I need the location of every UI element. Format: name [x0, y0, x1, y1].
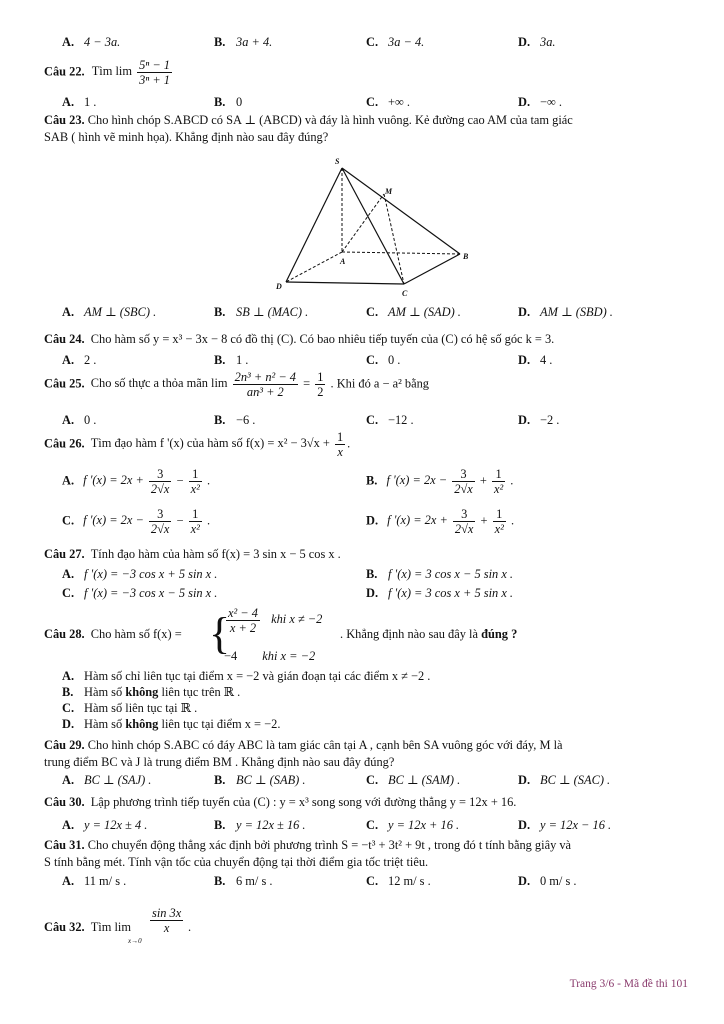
- q22-d-letter: D.: [518, 95, 531, 109]
- q27-text: Tính đạo hàm của hàm số f(x) = 3 sin x − 5 cos x .: [90, 547, 341, 561]
- q23-line2: SAB ( hình vẽ minh họa). Khẳng định nào sau đây đúng?: [44, 130, 329, 144]
- q21-a-text: 4 − 3a.: [84, 35, 121, 49]
- q23-c-text: AM ⊥ (SAD) .: [388, 305, 461, 319]
- q25-den: an³ + 2: [246, 385, 284, 399]
- q28-stem: [44, 606, 690, 666]
- q24-b-letter: B.: [214, 353, 226, 367]
- q24-label: Câu 24.: [44, 332, 85, 346]
- q28-b-post: liên tục trên ℝ .: [161, 685, 241, 699]
- q24-b-text: 1 .: [236, 353, 249, 367]
- q21-c-letter: C.: [366, 35, 379, 49]
- q26-d-d2: x²: [494, 522, 504, 536]
- q23-a-letter: A.: [62, 305, 75, 319]
- q29-d-letter: D.: [518, 773, 531, 787]
- q26-a-d2: x²: [190, 482, 200, 496]
- q28-c1-num: x² − 4: [228, 606, 258, 620]
- q29-label: Câu 29.: [44, 738, 85, 752]
- q29-stem: [44, 737, 690, 771]
- q23-d-text: AM ⊥ (SBD) .: [540, 305, 613, 319]
- q32-stem: [44, 906, 690, 946]
- q30-b-letter: B.: [214, 818, 226, 832]
- q26-c-d2: x²: [190, 522, 200, 536]
- q29-line2: trung điểm BC và J là trung điểm BM . Khẳng định nào sau đây đúng?: [44, 755, 395, 769]
- q22-d-text: −∞ .: [540, 95, 563, 109]
- q32-sub: x→0: [128, 937, 142, 945]
- vertex-c: C: [402, 289, 408, 298]
- q25-eq: =: [303, 376, 311, 391]
- page-footer: Trang 3/6 - Mã đề thi 101: [569, 978, 688, 990]
- q26-c-n1: 3: [149, 507, 172, 522]
- q26-tail-num: 1: [336, 430, 344, 444]
- q26-d-n2: 1: [493, 507, 506, 522]
- q25-b-letter: B.: [214, 413, 226, 427]
- q25-post: . Khi đó a − a² bằng: [330, 376, 429, 391]
- q27-c-text: f '(x) = −3 cos x − 5 sin x .: [84, 586, 218, 600]
- q27-a-text: f '(x) = −3 cos x + 5 sin x .: [84, 567, 218, 581]
- q27-d-text: f '(x) = 3 cos x + 5 sin x .: [388, 586, 514, 600]
- q28-c-text: Hàm số liên tục tại ℝ .: [84, 701, 198, 715]
- q31-line2: S tính bằng mét. Tính vận tốc của chuyển động tại thời điểm gia tốc triệt tiêu.: [44, 855, 429, 869]
- q28-post: . Khẳng định nào sau đây là: [340, 627, 478, 641]
- q22-b-text: 0: [236, 95, 243, 109]
- q31-a-text: 11 m/ s .: [84, 874, 127, 888]
- q32-end: .: [188, 920, 192, 934]
- q26-d-mid: +: [480, 513, 488, 528]
- q29-c-text: BC ⊥ (SAM) .: [388, 773, 461, 787]
- q28-case1: [224, 606, 322, 635]
- q28-b-pre: Hàm số: [84, 685, 123, 699]
- q21-c-text: 3a − 4.: [388, 35, 425, 49]
- q31-d-text: 0 m/ s .: [540, 874, 577, 888]
- q22-fraction: [137, 58, 172, 87]
- q26-a-n1: 3: [149, 467, 172, 482]
- q30-text: Lập phương trình tiếp tuyến của (C) : y = x³ song song với đường thẳng y = 12x + 16.: [90, 795, 517, 809]
- vertex-s: S: [335, 157, 340, 166]
- vertex-b: B: [463, 252, 469, 261]
- q25-stem: [44, 370, 690, 399]
- q27-d-letter: D.: [366, 586, 379, 600]
- q24-a-text: 2 .: [84, 353, 97, 367]
- q32-text: Tìm lim: [90, 920, 132, 934]
- q24-d-text: 4 .: [540, 353, 553, 367]
- q28-case2: [224, 648, 315, 665]
- q23-d-letter: D.: [518, 305, 531, 319]
- q30-d-text: y = 12x − 16 .: [540, 818, 612, 832]
- q22-c-text: +∞ .: [388, 95, 411, 109]
- q24-a-letter: A.: [62, 353, 75, 367]
- q30-a-letter: A.: [62, 818, 75, 832]
- q28-d-text: [84, 716, 280, 733]
- q29-d-text: BC ⊥ (SAC) .: [540, 773, 611, 787]
- piecewise-brace: {: [209, 609, 231, 658]
- q23-line1: Cho hình chóp S.ABCD có SA ⊥ (ABCD) và đáy là hình vuông. Kẻ đường cao AM của tam giác: [87, 113, 573, 127]
- q26-option-d: [366, 507, 514, 536]
- q26-label: Câu 26.: [44, 436, 85, 451]
- vertex-a: A: [340, 257, 346, 266]
- q28-a-letter: A.: [62, 669, 75, 683]
- q30-stem: [44, 794, 690, 811]
- q30-c-letter: C.: [366, 818, 379, 832]
- q26-stem: Câu 26. Tìm đạo hàm f '(x) của hàm số f(x) = x² − 3√x + $\frac{1}{x}$ .: [44, 430, 351, 459]
- q28-b-bold: không: [125, 685, 159, 699]
- q28-d-bold: không: [125, 717, 159, 731]
- q26-b-d2: x²: [493, 482, 504, 496]
- q26-d-d1: 2√x: [454, 522, 474, 536]
- q28-d-post: liên tục tại điểm x = −2.: [161, 717, 281, 731]
- vertex-d: D: [276, 282, 282, 291]
- q29-b-letter: B.: [214, 773, 226, 787]
- q23-b-text: SB ⊥ (MAC) .: [236, 305, 309, 319]
- q26-a-pre: f '(x) = 2x +: [83, 473, 144, 488]
- vertex-m: M: [385, 187, 393, 196]
- q26-c-d1: 2√x: [150, 522, 170, 536]
- q26-c-n2: 1: [189, 507, 202, 522]
- q24-stem: [44, 331, 690, 348]
- q23-c-letter: C.: [366, 305, 379, 319]
- q31-a-letter: A.: [62, 874, 75, 888]
- q31-b-text: 6 m/ s .: [236, 874, 273, 888]
- q22-label: Câu 22.: [44, 64, 85, 79]
- q28-post-bold: đúng ?: [481, 627, 518, 641]
- q31-c-text: 12 m/ s .: [388, 874, 431, 888]
- q27-b-text: f '(x) = 3 cos x − 5 sin x .: [388, 567, 514, 581]
- q26-b-mid: +: [479, 473, 487, 488]
- q26-d-letter: D.: [366, 513, 379, 528]
- q25-fraction: [233, 370, 298, 399]
- q30-c-text: y = 12x + 16 .: [388, 818, 460, 832]
- q26-a-end: .: [206, 473, 211, 488]
- q26-c-pre: f '(x) = 2x −: [83, 513, 144, 528]
- q31-label: Câu 31.: [44, 838, 85, 852]
- q25-a-text: 0 .: [84, 413, 97, 427]
- q23-b-letter: B.: [214, 305, 226, 319]
- q26-c-mid: −: [176, 513, 184, 528]
- q26-c-letter: C.: [62, 513, 75, 528]
- q31-d-letter: D.: [518, 874, 531, 888]
- q29-a-text: BC ⊥ (SAJ) .: [84, 773, 152, 787]
- q25-a-letter: A.: [62, 413, 75, 427]
- q26-tail-frac: [335, 430, 345, 459]
- q26-a-d1: 2√x: [150, 482, 170, 496]
- q30-d-letter: D.: [518, 818, 531, 832]
- q21-d-letter: D.: [518, 35, 531, 49]
- q29-b-text: BC ⊥ (SAB) .: [236, 773, 306, 787]
- q25-c-letter: C.: [366, 413, 379, 427]
- q26-d-n1: 3: [453, 507, 476, 522]
- q23-stem: [44, 112, 690, 146]
- q21-b-letter: B.: [214, 35, 226, 49]
- q26-b-n2: 1: [492, 467, 505, 482]
- q25-half-num: 1: [317, 370, 324, 384]
- q25-d-text: −2 .: [540, 413, 560, 427]
- q26-d-end: .: [510, 513, 515, 528]
- q28-label: Câu 28.: [44, 627, 85, 641]
- q22-a-text: 1 .: [84, 95, 97, 109]
- q27-b-letter: B.: [366, 567, 378, 581]
- q22-c-letter: C.: [366, 95, 379, 109]
- q27-label: Câu 27.: [44, 547, 85, 561]
- q29-a-letter: A.: [62, 773, 75, 787]
- q30-b-text: y = 12x ± 16 .: [236, 818, 306, 832]
- q26-a-mid: −: [176, 473, 184, 488]
- q24-d-letter: D.: [518, 353, 531, 367]
- q28-c2-cond: khi x = −2: [262, 649, 316, 663]
- q26-b-letter: B.: [366, 473, 378, 488]
- q26-a-letter: A.: [62, 473, 75, 488]
- q28-a-text: Hàm số chỉ liên tục tại điểm x = −2 và gián đoạn tại các điểm x ≠ −2 .: [84, 669, 431, 683]
- q32-den: x: [163, 921, 170, 935]
- q28-c-letter: C.: [62, 701, 75, 715]
- q21-d-text: 3a.: [540, 35, 556, 49]
- q22-b-letter: B.: [214, 95, 226, 109]
- q28-b-letter: B.: [62, 685, 74, 699]
- q29-line1: Cho hình chóp S.ABC có đáy ABC là tam giác cân tại A , cạnh bên SA vuông góc với đáy, M là: [87, 738, 563, 752]
- q23-a-text: AM ⊥ (SBC) .: [84, 305, 157, 319]
- q28-c1-cond: khi x ≠ −2: [271, 612, 323, 627]
- q21-b-text: 3a + 4.: [236, 35, 273, 49]
- q28-c1-den: x + 2: [229, 621, 257, 635]
- q23-label: Câu 23.: [44, 113, 85, 127]
- q22-num: 5ⁿ − 1: [139, 58, 170, 72]
- q30-label: Câu 30.: [44, 795, 85, 809]
- q25-c-text: −12 .: [388, 413, 414, 427]
- q24-c-text: 0 .: [388, 353, 401, 367]
- q28-d-letter: D.: [62, 717, 75, 731]
- q21-a-letter: A.: [62, 35, 75, 49]
- q31-b-letter: B.: [214, 874, 226, 888]
- q26-a-n2: 1: [189, 467, 202, 482]
- q25-half-den: 2: [317, 385, 324, 399]
- q26-b-pre: f '(x) = 2x −: [386, 473, 448, 488]
- q32-label: Câu 32.: [44, 920, 85, 934]
- q27-a-letter: A.: [62, 567, 75, 581]
- q27-c-letter: C.: [62, 586, 75, 600]
- q31-line1: Cho chuyển động thẳng xác định bởi phương trình S = −t³ + 3t² + 9t , trong đó t tính bằng giây và: [87, 838, 572, 852]
- q26-b-d1: 2√x: [454, 482, 473, 496]
- q26-c-end: .: [206, 513, 211, 528]
- q24-c-letter: C.: [366, 353, 379, 367]
- q26-d-pre: f '(x) = 2x +: [387, 513, 448, 528]
- q31-c-letter: C.: [366, 874, 379, 888]
- q26-b-end: .: [510, 473, 514, 488]
- q30-a-text: y = 12x ± 4 .: [84, 818, 148, 832]
- q25-b-text: −6 .: [236, 413, 256, 427]
- q26-option-b: [366, 467, 513, 496]
- q26-option-c: [62, 507, 210, 536]
- q28-b-text: [84, 684, 240, 701]
- q26-tail-den: x: [337, 445, 343, 459]
- q32-fraction: [150, 906, 183, 935]
- q24-text: Cho hàm số y = x³ − 3x − 8 có đồ thị (C). Có bao nhiêu tiếp tuyến của (C) có hệ số góc k = 3.: [90, 332, 555, 346]
- q25-half: [315, 370, 325, 399]
- q25-num: 2n³ + n² − 4: [234, 370, 296, 384]
- q22-a-letter: A.: [62, 95, 75, 109]
- q22-den: 3ⁿ + 1: [139, 73, 170, 87]
- q28-c2-val: −4: [224, 649, 238, 663]
- q31-stem: [44, 837, 690, 871]
- q28-pre: Cho hàm số f(x) =: [90, 627, 182, 641]
- q32-num: sin 3x: [152, 906, 182, 920]
- q26-option-a: [62, 467, 210, 496]
- q25-label: Câu 25.: [44, 376, 85, 391]
- q27-stem: [44, 546, 690, 563]
- pyramid-figure: [270, 152, 480, 302]
- q22-stem: [44, 58, 690, 87]
- q26-text: Tìm đạo hàm f '(x) của hàm số f(x) = x² − 3√x +: [90, 436, 333, 451]
- q26-b-n1: 3: [452, 467, 475, 482]
- q22-text: Tìm lim: [91, 64, 133, 79]
- q28-d-pre: Hàm số: [84, 717, 123, 731]
- q25-pre: Cho số thực a thỏa mãn lim: [90, 376, 228, 391]
- q29-c-letter: C.: [366, 773, 379, 787]
- q25-d-letter: D.: [518, 413, 531, 427]
